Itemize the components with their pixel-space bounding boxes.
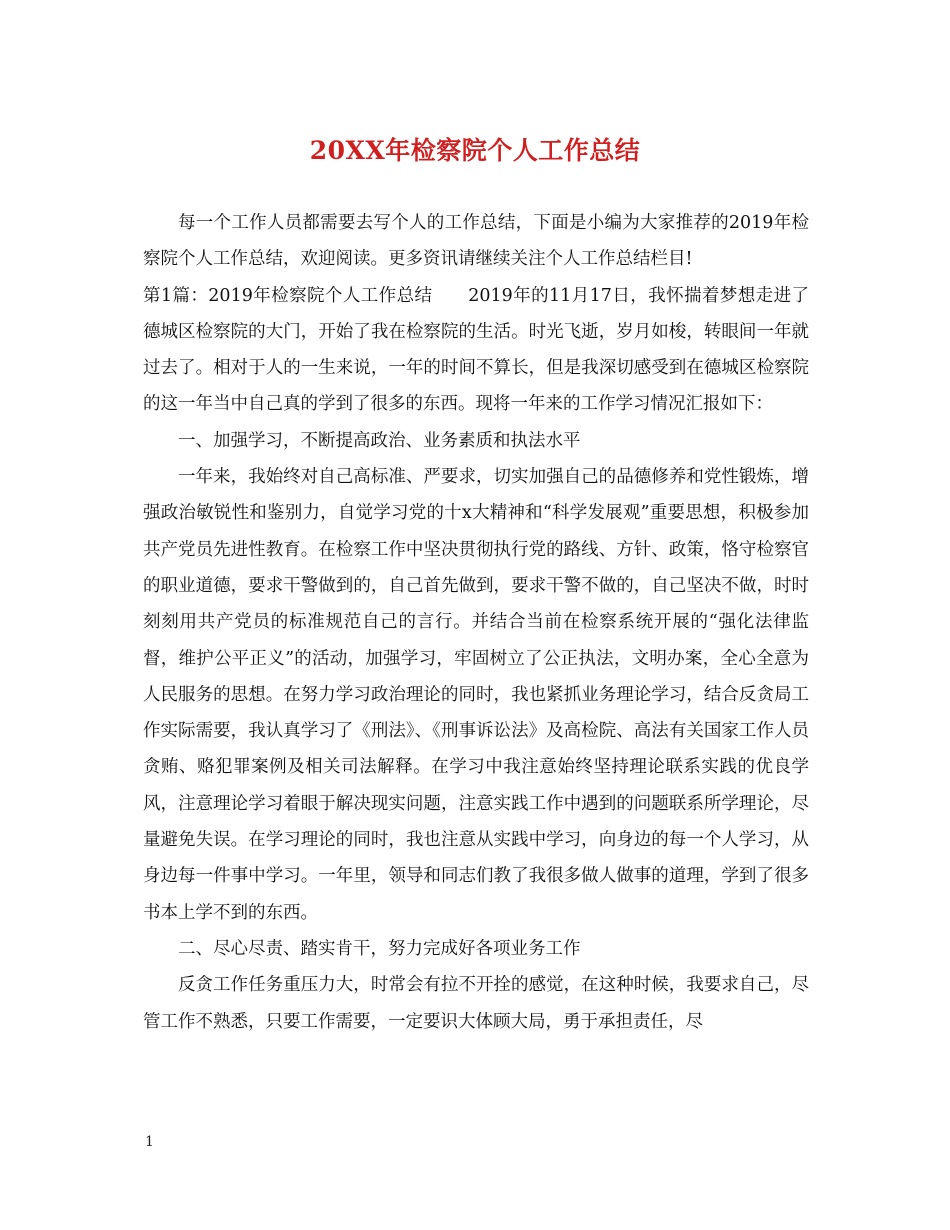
page-number: 1 bbox=[145, 1134, 154, 1150]
paragraph-study: 一年来，我始终对自己高标准、严要求，切实加强自己的品德修养和党性锻炼，增强政治敏锐性和鉴别力，自觉学习党的十x大精神和“科学发展观”重要思想，积极参加共产党员先进性教育。在检察工作中坚决贯彻执行党的路线、方针、政策，恪守检察官的职业道德，要求干警做到的，自己首先做到，要求干警不做的，自己坚决不做，时时刻刻用共产党员的标准规范自己的言行。并结合当前在检察系统开展的“强化法律监督，维护公平正义”的活动，加强学习，牢固树立了公正执法，文明办案，全心全意为人民服务的思想。在努力学习政治理论的同时，我也紧抓业务理论学习，结合反贪局工作实际需要，我认真学习了《刑法》、《刑事诉讼法》及高检院、高法有关国家工作人员贪贿、赂犯罪案例及相关司法解释。在学习中我注意始终坚持理论联系实践的优良学风，注意理论学习着眼于解决现实问题，注意实践工作中遇到的问题联系所学理论，尽量避免失误。在学习理论的同时，我也注意从实践中学习，向身边的每一个人学习，从身边每一件事中学习。一年里，领导和同志们教了我很多做人做事的道理，学到了很多书本上学不到的东西。 bbox=[143, 467, 809, 923]
section-heading-1: 一、加强学习，不断提高政治、业务素质和执法水平 bbox=[178, 430, 581, 451]
document-body bbox=[143, 205, 809, 1040]
paragraph-work: 反贪工作任务重压力大，时常会有拉不开拴的感觉，在这种时候，我要求自己，尽管工作不熟悉，只要工作需要，一定要识大体顾大局，勇于承担责任，尽 bbox=[143, 975, 809, 1032]
section-heading-2: 二、尽心尽责、踏实肯干，努力完成好各项业务工作 bbox=[178, 938, 581, 959]
paragraph-intro: 每一个工作人员都需要去写个人的工作总结，下面是小编为大家推荐的2019年检察院个人工作总结，欢迎阅读。更多资讯请继续关注个人工作总结栏目! bbox=[143, 213, 809, 270]
paragraph-part-one: 第1篇：2019年检察院个人工作总结 2019年的11月17日，我怀揣着梦想走进了德城区检察院的大门，开始了我在检察院的生活。时光飞逝，岁月如梭，转眼间一年就过去了。相对于人的一生来说，一年的时间不算长，但是我深切感受到在德城区检察院的这一年当中自己真的学到了很多的东西。现将一年来的工作学习情况汇报如下： bbox=[143, 285, 809, 415]
document-title: 20XX年检察院个人工作总结 bbox=[309, 136, 641, 165]
